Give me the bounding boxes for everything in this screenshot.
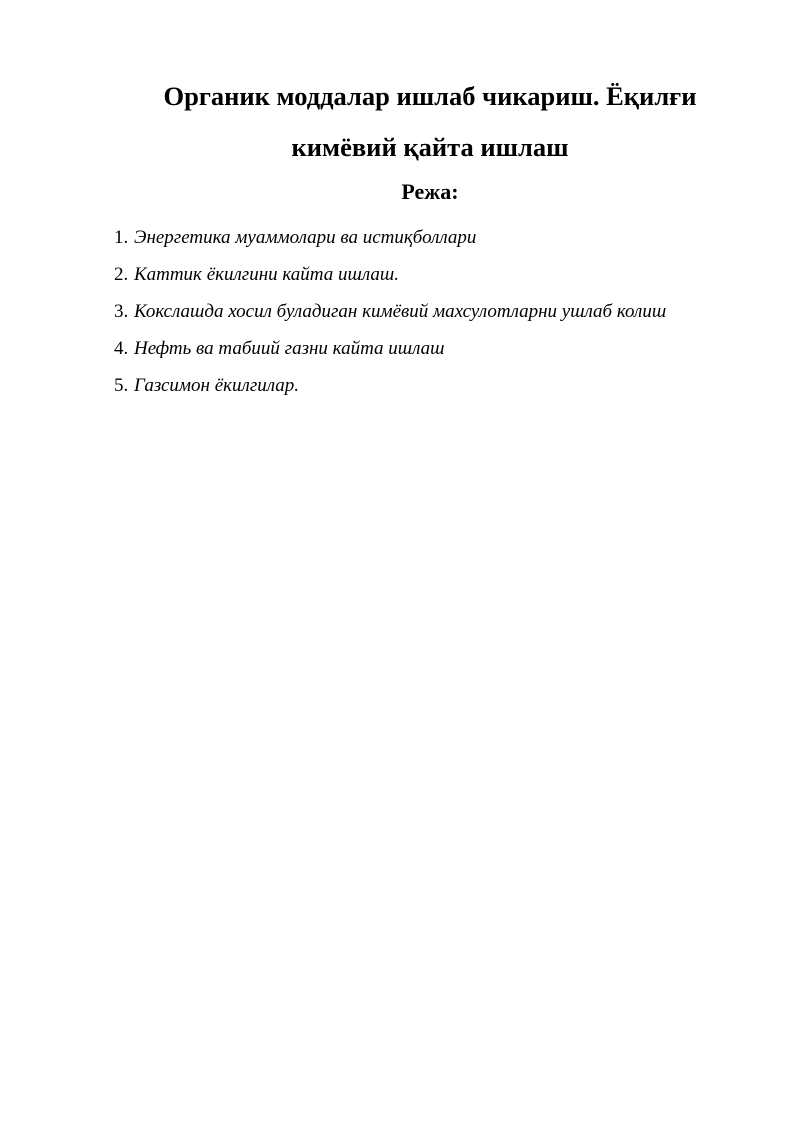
plan-item-text: Энергетика муаммолари ва истиқболлари [134, 227, 477, 248]
plan-item-number: 1. [114, 227, 129, 248]
plan-heading: Режа: [401, 179, 459, 204]
plan-item-3 [114, 298, 794, 335]
plan-item-number: 5. [114, 375, 129, 396]
plan-item-text: Кокслашда хосил буладиган кимёвий махсулотларни ушлаб колиш [134, 301, 667, 322]
plan-item-5 [114, 372, 794, 409]
document-title-line-2: кимёвий қайта ишлаш [291, 132, 569, 162]
plan-item-text: Каттик ёкилгини кайта ишлаш. [134, 264, 399, 285]
plan-item-2 [114, 261, 794, 298]
document-title-line-1: Органик моддалар ишлаб чикариш. Ёқилғи [163, 81, 697, 111]
plan-item-number: 4. [114, 338, 129, 359]
plan-list [114, 224, 794, 409]
plan-item-text: Нефть ва табиий газни кайта ишлаш [134, 338, 445, 359]
plan-item-text: Газсимон ёкилгилар. [134, 375, 300, 396]
plan-item-number: 2. [114, 264, 129, 285]
plan-item-number: 3. [114, 301, 129, 322]
plan-item-1 [114, 224, 794, 261]
plan-item-4 [114, 335, 794, 372]
